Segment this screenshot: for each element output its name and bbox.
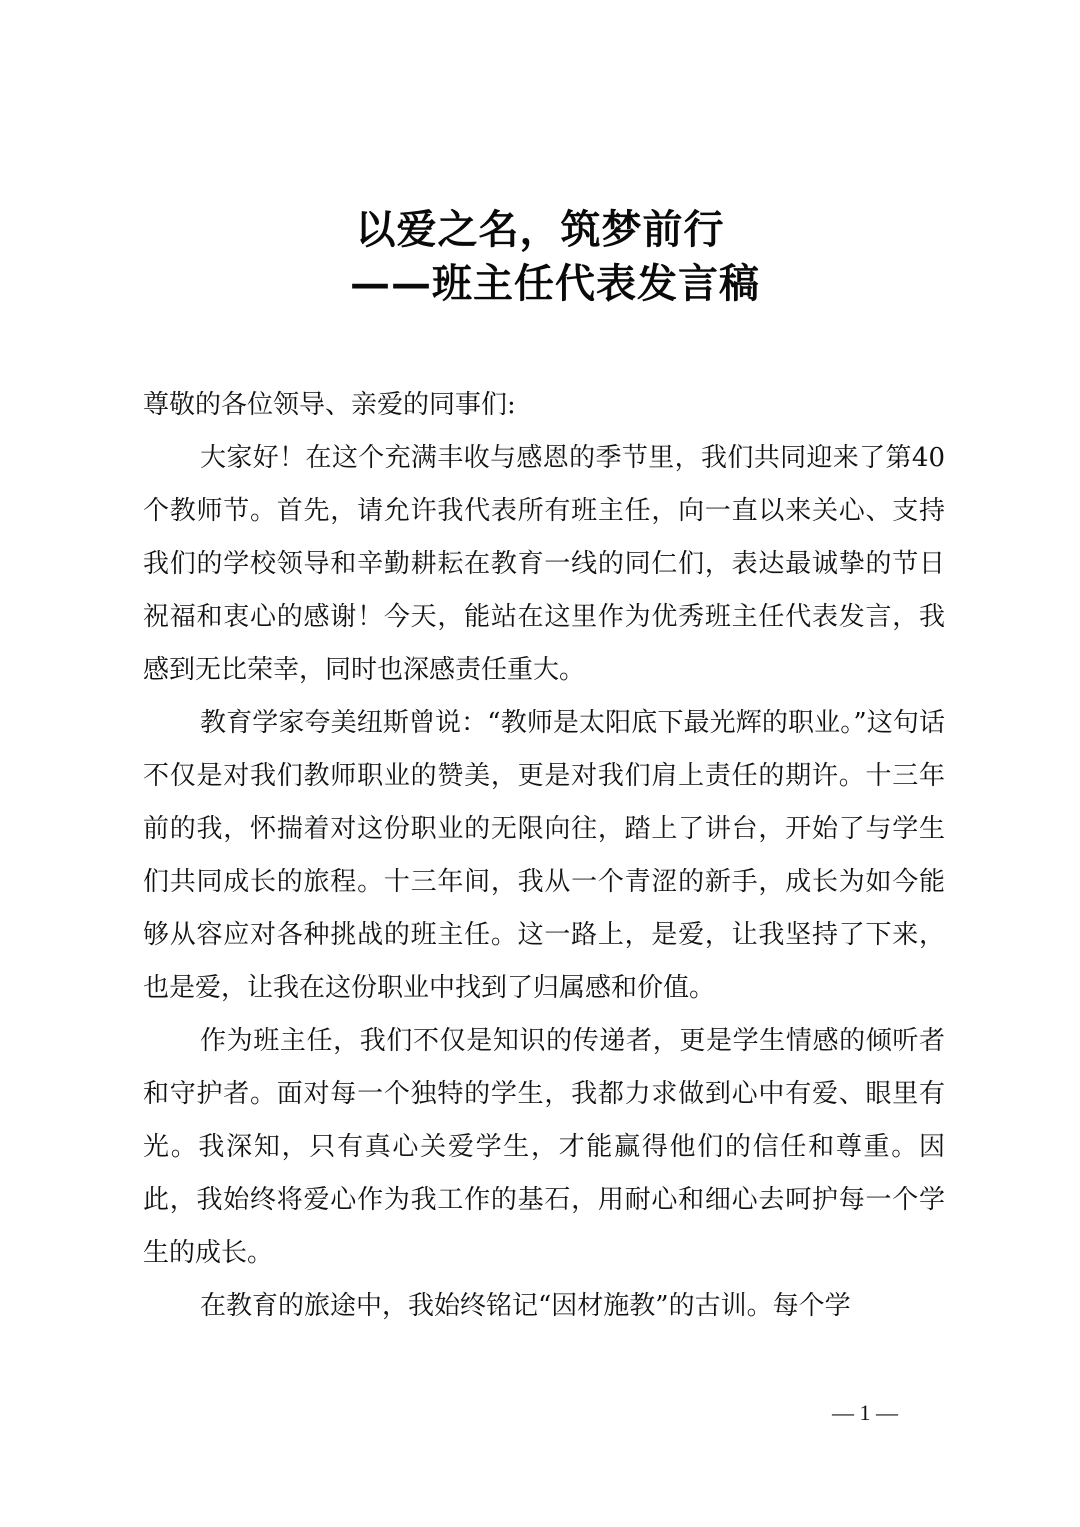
page-number: — 1 —	[832, 1400, 898, 1425]
document-body	[143, 379, 945, 1333]
salutation: 尊敬的各位领导、亲爱的同事们:	[143, 390, 516, 420]
paragraph: 教育学家夸美纽斯曾说：“教师是太阳底下最光辉的职业。”这句话不仅是对我们教师职业的赞美，更是对我们肩上责任的期许。十三年前的我，怀揣着对这份职业的无限向往，踏上了讲台，开始了与学生们共同成长的旅程。十三年间，我从一个青涩的新手，成长为如今能够从容应对各种挑战的班主任。这一路上，是爱，让我坚持了下来，也是爱，让我在这份职业中找到了归属感和价值。	[143, 708, 945, 1003]
document-subtitle: ——班主任代表发言稿	[350, 260, 760, 307]
paragraph: 作为班主任，我们不仅是知识的传递者，更是学生情感的倾听者和守护者。面对每一个独特的学生，我都力求做到心中有爱、眼里有光。我深知，只有真心关爱学生，才能赢得他们的信任和尊重。因此，我始终将爱心作为我工作的基石，用耐心和细心去呵护每一个学生的成长。	[143, 1026, 945, 1268]
paragraph: 大家好！在这个充满丰收与感恩的季节里，我们共同迎来了第40个教师节。首先，请允许我代表所有班主任，向一直以来关心、支持我们的学校领导和辛勤耕耘在教育一线的同仁们，表达最诚挚的节日祝福和衷心的感谢！今天，能站在这里作为优秀班主任代表发言，我感到无比荣幸，同时也深感责任重大。	[143, 443, 945, 685]
paragraph: 在教育的旅途中，我始终铭记“因材施教”的古训。每个学	[200, 1291, 851, 1321]
document-title: 以爱之名，筑梦前行	[355, 206, 725, 253]
